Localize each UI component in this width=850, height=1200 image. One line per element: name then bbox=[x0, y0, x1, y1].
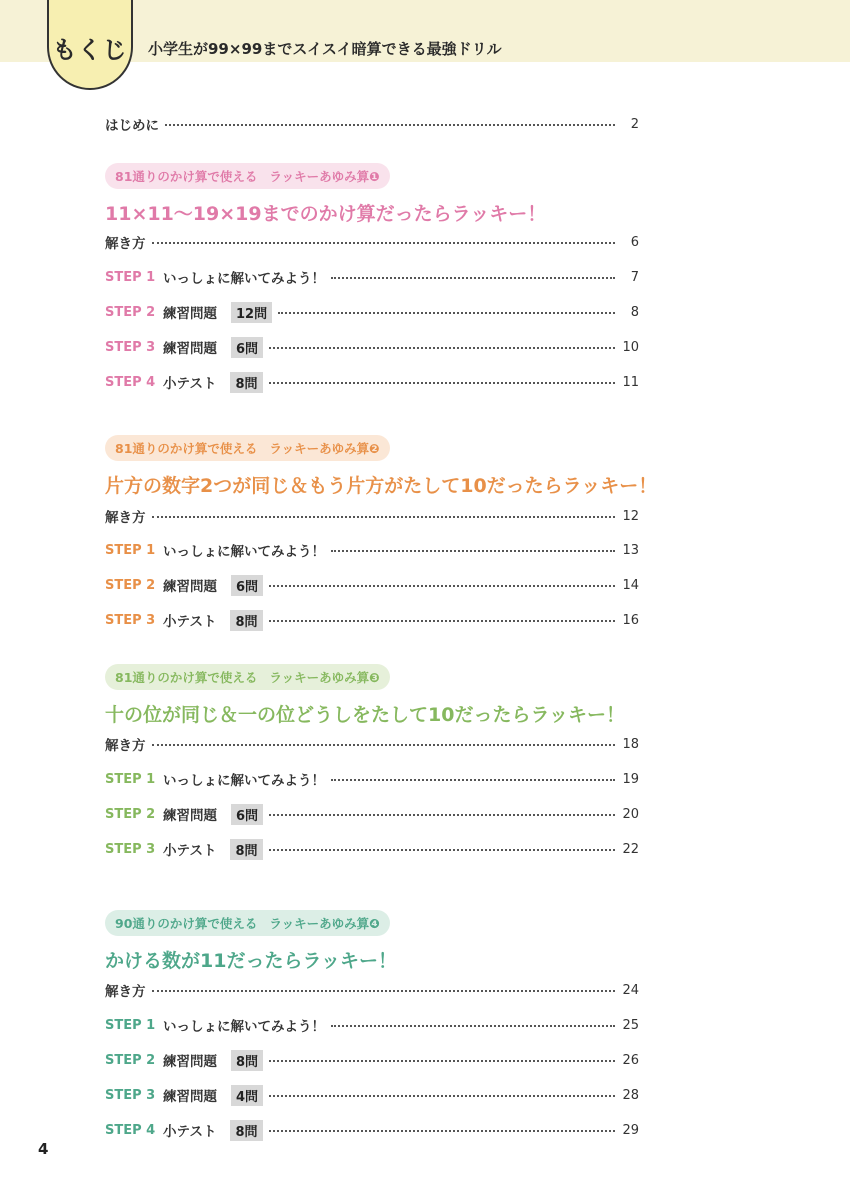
pill-title: ラッキーあゆみ算❹ bbox=[269, 916, 380, 931]
pill-title: ラッキーあゆみ算❸ bbox=[269, 670, 380, 685]
dot-leader bbox=[152, 989, 616, 992]
toc-page: 6 bbox=[630, 234, 639, 250]
step-label: STEP 1 bbox=[105, 771, 156, 787]
toc-page: 18 bbox=[622, 736, 639, 752]
dot-leader bbox=[269, 813, 615, 816]
toc-row-step[interactable] bbox=[105, 768, 639, 790]
toc-label: 解き方 bbox=[105, 738, 146, 754]
pill-subtitle: 90通りのかけ算で使える bbox=[115, 916, 258, 931]
dot-leader bbox=[331, 276, 615, 279]
section-title-1: 11×11～19×19までのかけ算だったらラッキー！ bbox=[105, 203, 547, 225]
toc-row-howto[interactable] bbox=[105, 979, 639, 1001]
toc-page: 19 bbox=[622, 771, 639, 787]
dot-leader bbox=[269, 1059, 615, 1062]
page-number: 4 bbox=[38, 1140, 49, 1158]
toc-row-step[interactable] bbox=[105, 266, 639, 288]
toc-row-step[interactable] bbox=[105, 838, 639, 860]
pill-subtitle: 81通りのかけ算で使える bbox=[115, 670, 258, 685]
toc-row-step[interactable] bbox=[105, 1014, 639, 1036]
toc-row-step[interactable] bbox=[105, 1119, 639, 1141]
question-count-badge: 12問 bbox=[231, 302, 272, 323]
section-pill-4 bbox=[105, 910, 390, 936]
dot-leader bbox=[331, 778, 615, 781]
dot-leader bbox=[331, 549, 615, 552]
dot-leader bbox=[269, 619, 615, 622]
toc-label: 解き方 bbox=[105, 236, 146, 252]
dot-leader bbox=[269, 346, 615, 349]
step-label: STEP 3 bbox=[105, 612, 156, 628]
pill-subtitle: 81通りのかけ算で使える bbox=[115, 441, 258, 456]
toc-page: 8 bbox=[630, 304, 639, 320]
toc-page: 13 bbox=[622, 542, 639, 558]
section-pill-1 bbox=[105, 163, 390, 189]
question-count-badge: 4問 bbox=[231, 1085, 263, 1106]
question-count-badge: 8問 bbox=[231, 1050, 263, 1071]
question-count-badge: 6問 bbox=[231, 575, 263, 596]
dot-leader bbox=[269, 848, 615, 851]
book-title: 小学生が99×99までスイスイ暗算できる最強ドリル bbox=[148, 40, 502, 58]
step-text: 練習問題 bbox=[163, 579, 217, 595]
toc-row-step[interactable] bbox=[105, 803, 639, 825]
dot-leader bbox=[269, 1129, 615, 1132]
toc-page: 12 bbox=[622, 508, 639, 524]
toc-row-step[interactable] bbox=[105, 609, 639, 631]
toc-label: 解き方 bbox=[105, 984, 146, 1000]
dot-leader bbox=[269, 584, 615, 587]
toc-label: 解き方 bbox=[105, 510, 146, 526]
pill-subtitle: 81通りのかけ算で使える bbox=[115, 169, 258, 184]
section-title-3: 十の位が同じ＆一の位どうしをたして10だったらラッキー！ bbox=[105, 704, 626, 726]
toc-page: 16 bbox=[622, 612, 639, 628]
step-label: STEP 2 bbox=[105, 806, 156, 822]
question-count-badge: 6問 bbox=[231, 804, 263, 825]
toc-row-step[interactable] bbox=[105, 371, 639, 393]
dot-leader bbox=[165, 123, 615, 126]
toc-row-step[interactable] bbox=[105, 301, 639, 323]
step-text: 練習問題 bbox=[163, 341, 217, 357]
question-count-badge: 6問 bbox=[231, 337, 263, 358]
step-text: 小テスト bbox=[163, 843, 217, 859]
question-count-badge: 8問 bbox=[230, 372, 262, 393]
toc-label: はじめに bbox=[105, 118, 159, 134]
step-text: 練習問題 bbox=[163, 808, 217, 824]
step-label: STEP 4 bbox=[105, 374, 156, 390]
section-pill-3 bbox=[105, 664, 390, 690]
toc-row-howto[interactable] bbox=[105, 231, 639, 253]
dot-leader bbox=[269, 1094, 615, 1097]
toc-page: 20 bbox=[622, 806, 639, 822]
toc-row-intro[interactable] bbox=[105, 113, 639, 135]
toc-page: 7 bbox=[630, 269, 639, 285]
question-count-badge: 8問 bbox=[230, 839, 262, 860]
step-label: STEP 1 bbox=[105, 542, 156, 558]
step-text: 小テスト bbox=[163, 376, 217, 392]
step-text: 練習問題 bbox=[163, 1089, 217, 1105]
pill-title: ラッキーあゆみ算❶ bbox=[269, 169, 380, 184]
step-text: 練習問題 bbox=[163, 1054, 217, 1070]
toc-page: 2 bbox=[630, 116, 639, 132]
mokuji-heading: もくじ bbox=[52, 36, 128, 64]
toc-row-howto[interactable] bbox=[105, 505, 639, 527]
toc-page: 11 bbox=[622, 374, 639, 390]
step-text: いっしょに解いてみよう！ bbox=[163, 271, 325, 287]
step-text: 小テスト bbox=[163, 614, 217, 630]
dot-leader bbox=[152, 241, 616, 244]
step-text: 小テスト bbox=[163, 1124, 217, 1140]
toc-page: 29 bbox=[622, 1122, 639, 1138]
dot-leader bbox=[278, 311, 615, 314]
step-label: STEP 3 bbox=[105, 339, 156, 355]
step-label: STEP 3 bbox=[105, 1087, 156, 1103]
toc-row-step[interactable] bbox=[105, 1049, 639, 1071]
toc-row-step[interactable] bbox=[105, 574, 639, 596]
toc-page: 24 bbox=[622, 982, 639, 998]
section-pill-2 bbox=[105, 435, 390, 461]
step-label: STEP 1 bbox=[105, 269, 156, 285]
toc-page: 28 bbox=[622, 1087, 639, 1103]
step-label: STEP 2 bbox=[105, 304, 156, 320]
step-label: STEP 2 bbox=[105, 577, 156, 593]
toc-page: 26 bbox=[622, 1052, 639, 1068]
step-label: STEP 2 bbox=[105, 1052, 156, 1068]
section-title-2: 片方の数字2つが同じ＆もう片方がたして10だったらラッキー！ bbox=[105, 475, 658, 497]
toc-page: 10 bbox=[622, 339, 639, 355]
toc-page: 22 bbox=[622, 841, 639, 857]
question-count-badge: 8問 bbox=[230, 610, 262, 631]
toc-row-step[interactable] bbox=[105, 1084, 639, 1106]
dot-leader bbox=[331, 1024, 615, 1027]
step-text: いっしょに解いてみよう！ bbox=[163, 773, 325, 789]
step-label: STEP 1 bbox=[105, 1017, 156, 1033]
step-label: STEP 4 bbox=[105, 1122, 156, 1138]
question-count-badge: 8問 bbox=[230, 1120, 262, 1141]
step-text: 練習問題 bbox=[163, 306, 217, 322]
toc-page: 14 bbox=[622, 577, 639, 593]
section-title-4: かける数が11だったらラッキー！ bbox=[105, 950, 398, 972]
toc-row-howto[interactable] bbox=[105, 733, 639, 755]
toc-row-step[interactable] bbox=[105, 539, 639, 561]
dot-leader bbox=[152, 515, 616, 518]
toc-row-step[interactable] bbox=[105, 336, 639, 358]
step-text: いっしょに解いてみよう！ bbox=[163, 544, 325, 560]
step-text: いっしょに解いてみよう！ bbox=[163, 1019, 325, 1035]
toc-page: 25 bbox=[622, 1017, 639, 1033]
pill-title: ラッキーあゆみ算❷ bbox=[269, 441, 380, 456]
step-label: STEP 3 bbox=[105, 841, 156, 857]
dot-leader bbox=[152, 743, 616, 746]
dot-leader bbox=[269, 381, 615, 384]
